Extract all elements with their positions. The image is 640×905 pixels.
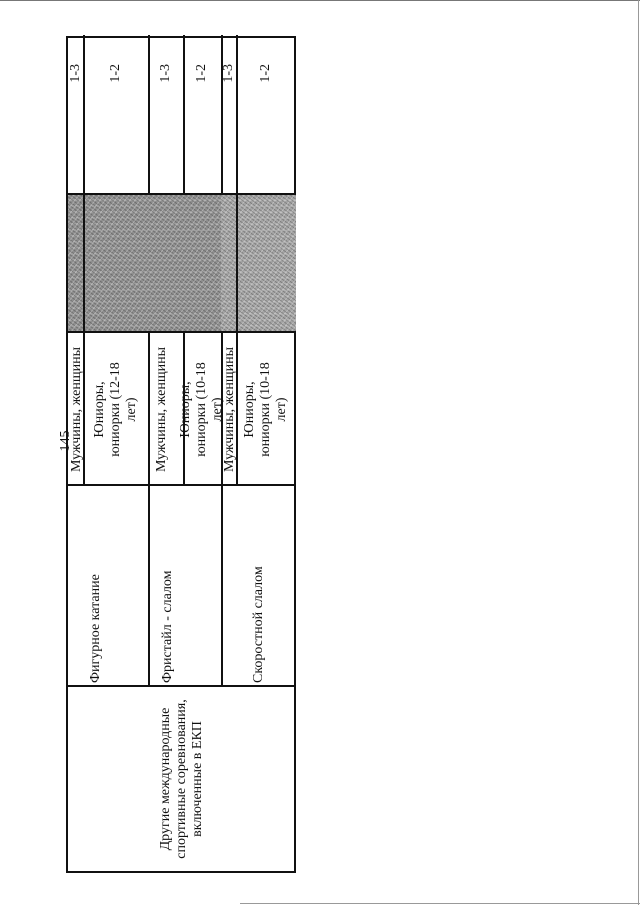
category-label: Мужчины, женщины — [222, 346, 237, 473]
discipline-name: Фристайл - слалом — [160, 570, 175, 683]
discipline-cell — [221, 486, 296, 687]
value-cell — [83, 36, 148, 195]
category-label: Юниоры, юниорки (10-18 лет) — [242, 362, 289, 457]
discipline-cell — [68, 486, 148, 687]
page-number: 145 — [58, 430, 73, 452]
value-cell — [68, 36, 83, 195]
group-label-cell — [68, 687, 296, 871]
category-cell — [221, 333, 236, 486]
category-label: Мужчины, женщины — [69, 346, 84, 473]
discipline-cell — [148, 486, 221, 687]
page-edge-bottom — [240, 903, 640, 904]
page-edge-right — [638, 0, 639, 905]
category-label: Юниоры, юниорки (10-18 лет) — [178, 362, 225, 457]
value-label: 1-2 — [107, 64, 123, 83]
category-cell — [83, 333, 148, 486]
shaded-cell-figure-skating — [68, 195, 221, 333]
shaded-cell-speed-slalom — [221, 195, 296, 333]
category-cell — [178, 333, 225, 486]
discipline-name: Скоростной слалом — [251, 566, 266, 683]
value-label: 1-3 — [157, 64, 173, 83]
value-label: 1-2 — [194, 64, 209, 83]
group-label: Другие международные спортивные соревнования, включенные в ЕКП — [158, 699, 205, 859]
page-edge-top — [0, 0, 640, 1]
value-cell — [236, 36, 296, 195]
category-label: Мужчины, женщины — [154, 346, 169, 473]
value-label: 1-2 — [258, 64, 273, 83]
value-cell — [221, 36, 236, 195]
category-cell — [236, 333, 296, 486]
category-label: Юниоры, юниорки (12-18 лет) — [91, 362, 139, 457]
value-label: 1-3 — [67, 64, 83, 83]
category-cell — [68, 333, 83, 486]
value-cell — [183, 36, 221, 195]
rotated-page — [58, 36, 296, 873]
value-label: 1-3 — [220, 64, 236, 83]
results-table — [66, 36, 296, 873]
discipline-name: Фигурное катание — [88, 574, 103, 683]
value-cell — [148, 36, 183, 195]
